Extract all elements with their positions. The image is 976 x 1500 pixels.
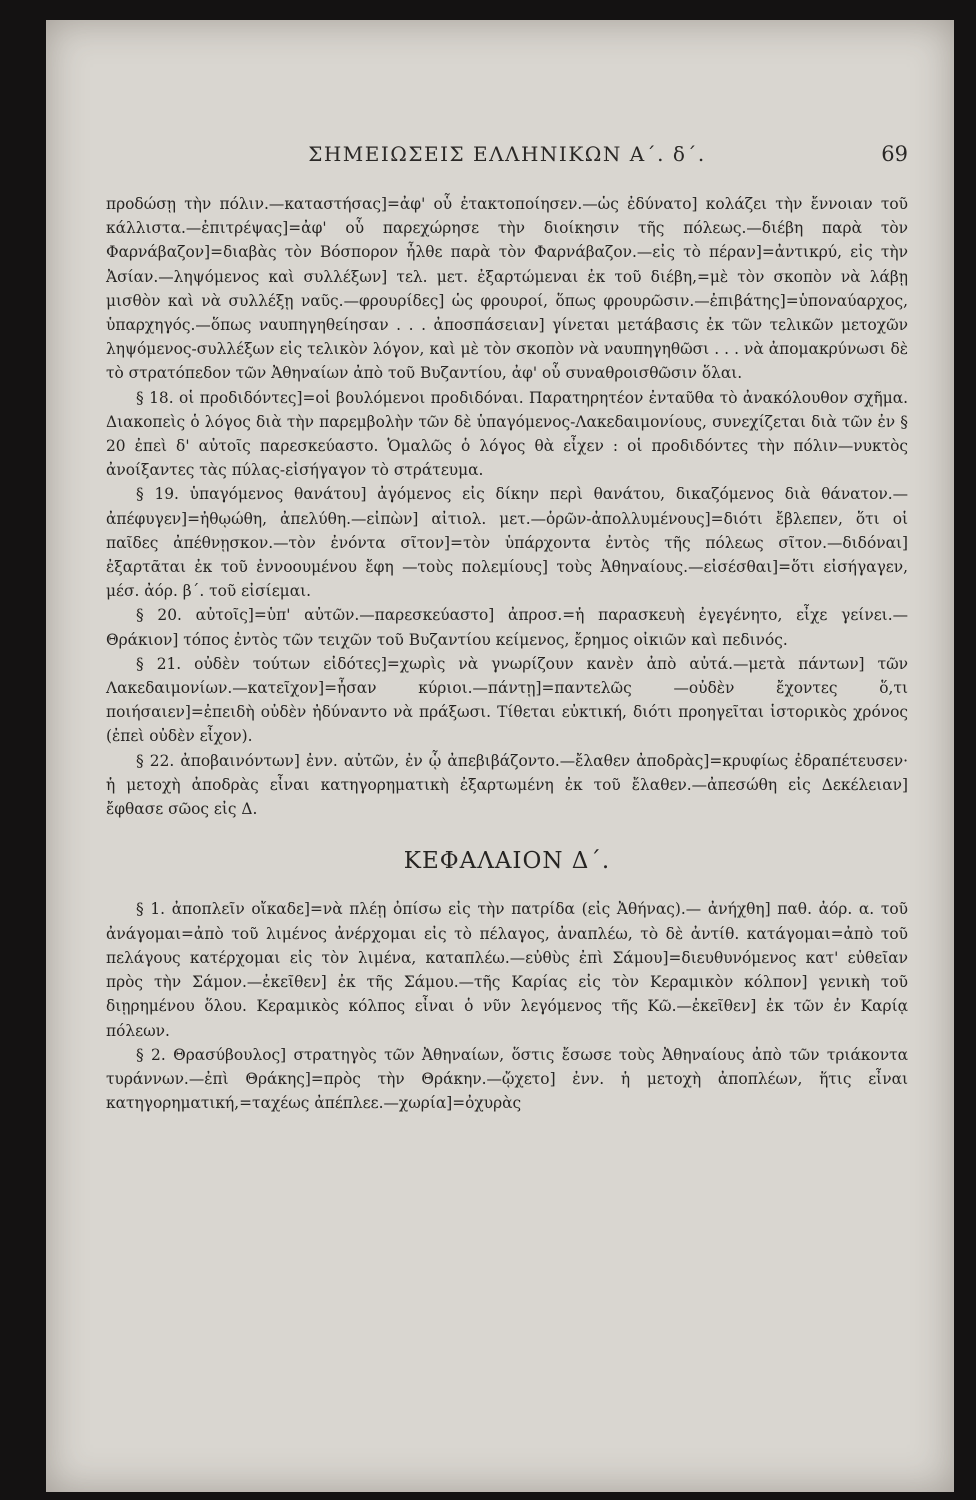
page-number: 69: [881, 142, 908, 166]
running-head: [106, 142, 908, 174]
paragraph-section-2: § 2. Θρασύβουλος] στρατηγὸς τῶν Ἀθηναίων, ὅστις ἔσωσε τοὺς Ἀθηναίους ἀπὸ τῶν τριάκοντα τυράννων.—ἐπὶ Θράκης]=πρὸς τὴν Θράκην.—ᾤχετο] ἐνν. ἡ μετοχὴ ἀποπλέων, ἥτις εἶναι κατηγορηματική,=ταχέως ἀπέπλεε.—χωρία]=ὀχυρὰς: [106, 1045, 908, 1113]
book-page: [46, 20, 954, 1492]
paragraph-section-22: § 22. ἀποβαινόντων] ἐνν. αὐτῶν, ἐν ᾧ ἀπεβιβάζοντο.—ἔλαθεν ἀποδρὰς]=κρυφίως ἐδραπέτευσεν· ἡ μετοχὴ ἀποδρὰς εἶναι κατηγορηματικὴ ἐξαρτωμένη ἐκ τοῦ ἔλαθεν.—ἀπεσώθη εἰς Δεκέλειαν] ἔφθασε σῶος εἰς Δ.: [106, 751, 908, 819]
running-title: ΣΗΜΕΙΩΣΕΙΣ ΕΛΛΗΝΙΚΩΝ Α΄. δ΄.: [308, 142, 706, 166]
paragraph-section-19: § 19. ὑπαγόμενος θανάτου] ἀγόμενος εἰς δίκην περὶ θανάτου, δικαζόμενος διὰ θάνατον.—ἀπέφυγεν]=ἠθῳώθη, ἀπελύθη.—εἰπὼν] αἰτιολ. μετ.—ὁρῶν-ἀπολλυμένους]=διότι ἔβλεπεν, ὅτι οἱ παῖδες ἀπέθνῃσκον.—τὸν ἐνόντα σῖτον]=τὸν ὑπάρχοντα ἐντὸς τῆς πόλεως σῖτον.—διδόναι] ἐξαρτᾶται ἐκ τοῦ ἐννοουμένου ἔφη —τοὺς πολεμίους] τοὺς Ἀθηναίους.—εἰσέσθαι]=ὅτι εἰσήγαγεν, μέσ. ἀόρ. β΄. τοῦ εἰσίεμαι.: [106, 485, 908, 601]
chapter-heading: ΚΕΦΑΛΑΙΟΝ Δ΄.: [403, 848, 611, 875]
paragraph-section-1: § 1. ἀποπλεῖν οἴκαδε]=νὰ πλέῃ ὀπίσω εἰς τὴν πατρίδα (εἰς Ἀθήνας).— ἀνήχθη] παθ. ἀόρ. α. τοῦ ἀνάγομαι=ἀπὸ τοῦ λιμένος ἀνέρχομαι εἰς τὸ πέλαγος, ἀναπλέω, τὸ δὲ ἀντίθ. κατάγομαι=ἀπὸ τοῦ πελάγους κατέρχομαι εἰς τὸν λιμένα, καταπλέω.—εὐθὺς ἐπὶ Σάμου]=διευθυνόμενος κατ' εὐθεῖαν πρὸς τὴν Σάμον.—ἐκεῖθεν] ἐκ τῆς Σάμου.—τῆς Καρίας εἰς τὸν Κεραμικὸν κόλπον] γενικὴ τοῦ διῃρημένου ὅλου. Κεραμικὸς κόλπος εἶναι ὁ νῦν λεγόμενος τῆς Κῶ.—ἐκεῖθεν] ἐκ τῶν ἐν Καρίᾳ πόλεων.: [106, 900, 908, 1040]
page-body: [106, 192, 908, 1115]
paragraph: προδώσῃ τὴν πόλιν.—καταστήσας]=ἀφ' οὗ ἐτακτοποίησεν.—ὡς ἐδύνατο] κολάζει τὴν ἔννοιαν τοῦ κάλλιστα.—ἐπιτρέψας]=ἀφ' οὗ παρεχώρησε τὴν διοίκησιν τῆς πόλεως.—διέβη παρὰ τὸν Φαρνάβαζον]=διαβὰς τὸν Βόσπορον ἦλθε παρὰ τὸν Φαρνάβαζον.—εἰς τὸ πέραν]=ἀντικρύ, εἰς τὴν Ἀσίαν.—ληψόμενος καὶ συλλέξων] τελ. μετ. ἐξαρτώμεναι ἐκ τοῦ διέβη,=μὲ τὸν σκοπὸν νὰ λάβῃ μισθὸν καὶ νὰ συλλέξῃ ναῦς.—φρουρίδες] ὡς φρουροί, ὅπως φρουρῶσιν.—ἐπιβάτης]=ὑποναύαρχος, ὑπαρχηγός.—ὅπως ναυπηγηθείησαν . . . ἀποσπάσειαν] γίνεται μετάβασις ἐκ τῶν τελικῶν μετοχῶν ληψόμενος-συλλέξων εἰς τελικὸν λόγον, καὶ μὲ τὸν σκοπὸν νὰ ναυπηγηθῶσι . . . νὰ ἀπομακρύνωσι δὲ τὸ στρατόπεδον τῶν Ἀθηναίων ἀπὸ τοῦ Βυζαντίου, ἀφ' οὗ συναθροισθῶσιν ὅλαι.: [106, 195, 908, 383]
paragraph-section-18: § 18. οἱ προδιδόντες]=οἱ βουλόμενοι προδιδόναι. Παρατηρητέον ἐνταῦθα τὸ ἀνακόλουθον σχῆμα. Διακοπεὶς ὁ λόγος διὰ τὴν παρεμβολὴν τῶν δὲ ὑπαγόμενος-Λακεδαιμονίους, συνεχίζεται διὰ τῶν ἐν § 20 ἐπεὶ δ' αὐτοῖς παρεσκεύαστο. Ὁμαλῶς ὁ λόγος θὰ εἶχεν : οἱ προδιδόντες τὴν πόλιν—νυκτὸς ἀνοίξαντες τὰς πύλας-εἰσήγαγον τὸ στράτευμα.: [106, 388, 908, 480]
paragraph-section-21: § 21. οὐδὲν τούτων εἰδότες]=χωρὶς νὰ γνωρίζουν κανὲν ἀπὸ αὐτά.—μετὰ πάντων] τῶν Λακεδαιμονίων.—κατεῖχον]=ἦσαν κύριοι.—πάντῃ]=παντελῶς —οὐδὲν ἔχοντες ὅ,τι ποιήσαιεν]=ἐπειδὴ οὐδὲν ἠδύναντο νὰ πράξωσι. Τίθεται εὐκτική, διότι προηγεῖται ἱστορικὸς χρόνος (ἐπεὶ οὐδὲν εἶχον).: [106, 654, 908, 746]
paragraph-section-20: § 20. αὐτοῖς]=ὑπ' αὐτῶν.—παρεσκεύαστο] ἀπροσ.=ἡ παρασκευὴ ἐγεγένητο, εἶχε γείνει.—Θράκιον] τόπος ἐντὸς τῶν τειχῶν τοῦ Βυζαντίου κείμενος, ἔρημος οἰκιῶν καὶ πεδινός.: [106, 606, 908, 649]
